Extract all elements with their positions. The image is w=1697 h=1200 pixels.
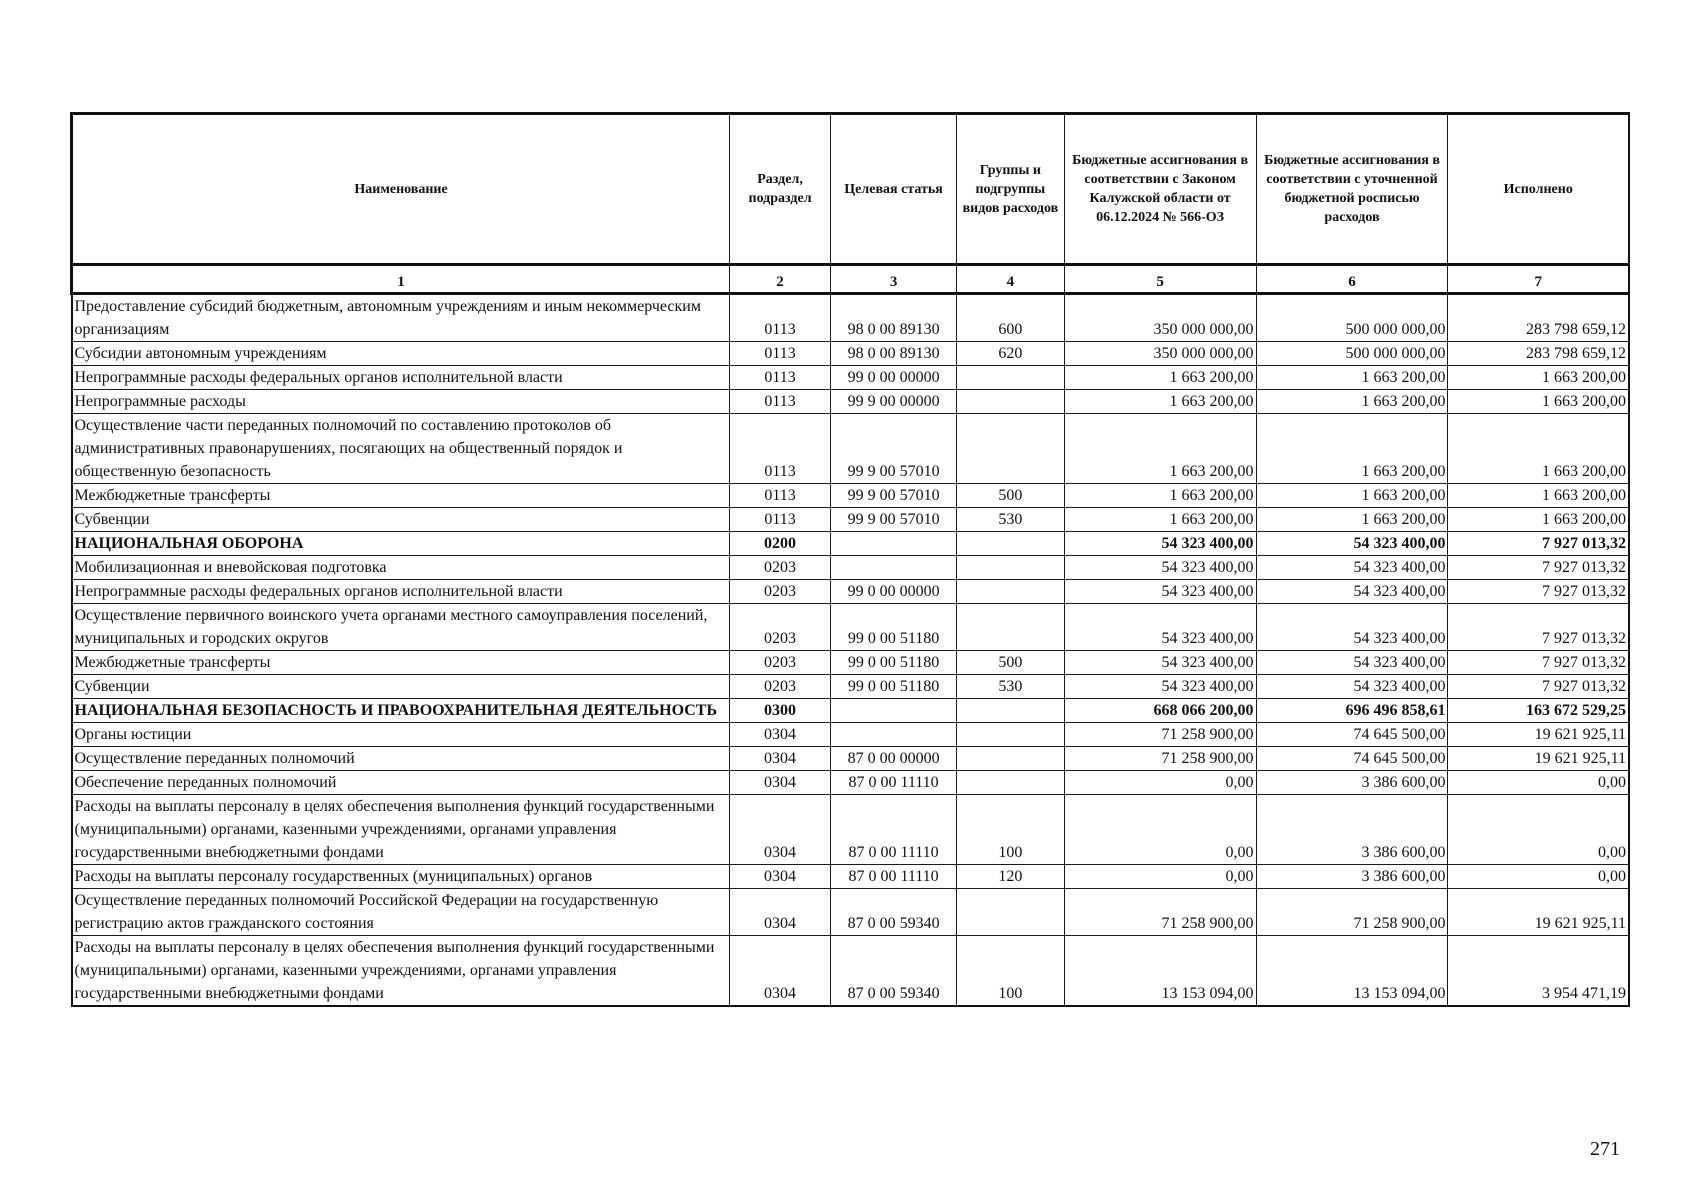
- row-law-allocation: 54 323 400,00: [1064, 532, 1256, 556]
- table-row: [72, 889, 1630, 936]
- row-target-article: 99 0 00 00000: [831, 366, 957, 390]
- table-row: [72, 699, 1630, 723]
- row-name: Мобилизационная и вневойсковая подготовка: [72, 556, 730, 580]
- row-law-allocation: 0,00: [1064, 795, 1256, 865]
- row-target-article: 99 9 00 57010: [831, 508, 957, 532]
- row-target-article: 87 0 00 11110: [831, 865, 957, 889]
- row-law-allocation: 0,00: [1064, 771, 1256, 795]
- row-section: 0203: [730, 556, 831, 580]
- row-section: 0304: [730, 795, 831, 865]
- row-expense-group: [957, 414, 1064, 484]
- row-expense-group: [957, 747, 1064, 771]
- row-expense-group: [957, 390, 1064, 414]
- row-name: Органы юстиции: [72, 723, 730, 747]
- row-target-article: 98 0 00 89130: [831, 294, 957, 342]
- row-name: Расходы на выплаты персоналу государственных (муниципальных) органов: [72, 865, 730, 889]
- row-section: 0203: [730, 604, 831, 651]
- header-executed: Исполнено: [1448, 114, 1629, 265]
- row-expense-group: [957, 889, 1064, 936]
- row-executed: 7 927 013,32: [1448, 532, 1629, 556]
- row-expense-group: [957, 580, 1064, 604]
- table-row: [72, 771, 1630, 795]
- row-executed: 19 621 925,11: [1448, 889, 1629, 936]
- row-section: 0300: [730, 699, 831, 723]
- table-row: [72, 342, 1630, 366]
- row-expense-group: 120: [957, 865, 1064, 889]
- row-expense-group: [957, 366, 1064, 390]
- table-row: [72, 580, 1630, 604]
- row-law-allocation: 71 258 900,00: [1064, 747, 1256, 771]
- table-body: [72, 294, 1630, 1007]
- column-number-row: [72, 265, 1630, 294]
- row-executed: 1 663 200,00: [1448, 414, 1629, 484]
- row-target-article: 99 9 00 57010: [831, 414, 957, 484]
- row-executed: 7 927 013,32: [1448, 556, 1629, 580]
- row-name: Расходы на выплаты персоналу в целях обеспечения выполнения функций государственными (муниципальными) органами, казенными учреждениями, органами управления государственными внебюджетными фондами: [72, 936, 730, 1007]
- row-revised-allocation: 54 323 400,00: [1256, 604, 1448, 651]
- table-row: [72, 556, 1630, 580]
- row-law-allocation: 350 000 000,00: [1064, 294, 1256, 342]
- row-target-article: 98 0 00 89130: [831, 342, 957, 366]
- row-executed: 1 663 200,00: [1448, 508, 1629, 532]
- table-row: [72, 651, 1630, 675]
- row-name: Расходы на выплаты персоналу в целях обеспечения выполнения функций государственными (муниципальными) органами, казенными учреждениями, органами управления государственными внебюджетными фондами: [72, 795, 730, 865]
- row-expense-group: [957, 723, 1064, 747]
- budget-table: [70, 112, 1630, 1007]
- row-target-article: [831, 699, 957, 723]
- row-revised-allocation: 74 645 500,00: [1256, 723, 1448, 747]
- row-executed: 3 954 471,19: [1448, 936, 1629, 1007]
- row-expense-group: [957, 699, 1064, 723]
- row-target-article: 87 0 00 11110: [831, 771, 957, 795]
- row-name: Предоставление субсидий бюджетным, автономным учреждениям и иным некоммерческим организациям: [72, 294, 730, 342]
- table-row: [72, 532, 1630, 556]
- row-revised-allocation: 500 000 000,00: [1256, 342, 1448, 366]
- row-law-allocation: 71 258 900,00: [1064, 723, 1256, 747]
- row-target-article: 99 0 00 00000: [831, 580, 957, 604]
- row-expense-group: 600: [957, 294, 1064, 342]
- row-executed: 0,00: [1448, 795, 1629, 865]
- page-number: 271: [1590, 1138, 1620, 1160]
- row-executed: 0,00: [1448, 865, 1629, 889]
- row-name: Непрограммные расходы федеральных органов исполнительной власти: [72, 366, 730, 390]
- row-expense-group: 620: [957, 342, 1064, 366]
- table-row: [72, 484, 1630, 508]
- row-expense-group: [957, 604, 1064, 651]
- row-revised-allocation: 54 323 400,00: [1256, 532, 1448, 556]
- row-section: 0203: [730, 675, 831, 699]
- table-row: [72, 795, 1630, 865]
- row-name: НАЦИОНАЛЬНАЯ ОБОРОНА: [72, 532, 730, 556]
- row-law-allocation: 1 663 200,00: [1064, 390, 1256, 414]
- column-number: 1: [72, 265, 730, 294]
- row-revised-allocation: 13 153 094,00: [1256, 936, 1448, 1007]
- column-number: 2: [730, 265, 831, 294]
- row-revised-allocation: 54 323 400,00: [1256, 556, 1448, 580]
- row-executed: 1 663 200,00: [1448, 390, 1629, 414]
- table-row: [72, 936, 1630, 1007]
- row-section: 0304: [730, 771, 831, 795]
- table-row: [72, 604, 1630, 651]
- row-name: Субсидии автономным учреждениям: [72, 342, 730, 366]
- row-law-allocation: 54 323 400,00: [1064, 604, 1256, 651]
- row-section: 0203: [730, 580, 831, 604]
- table-row: [72, 723, 1630, 747]
- row-law-allocation: 13 153 094,00: [1064, 936, 1256, 1007]
- row-executed: 19 621 925,11: [1448, 723, 1629, 747]
- row-revised-allocation: 696 496 858,61: [1256, 699, 1448, 723]
- row-revised-allocation: 54 323 400,00: [1256, 580, 1448, 604]
- row-expense-group: 530: [957, 508, 1064, 532]
- row-revised-allocation: 1 663 200,00: [1256, 484, 1448, 508]
- row-target-article: 99 0 00 51180: [831, 651, 957, 675]
- row-section: 0304: [730, 936, 831, 1007]
- row-law-allocation: 0,00: [1064, 865, 1256, 889]
- row-executed: 1 663 200,00: [1448, 366, 1629, 390]
- row-target-article: 99 0 00 51180: [831, 604, 957, 651]
- row-expense-group: 100: [957, 936, 1064, 1007]
- row-target-article: 99 0 00 51180: [831, 675, 957, 699]
- row-section: 0113: [730, 414, 831, 484]
- row-law-allocation: 1 663 200,00: [1064, 366, 1256, 390]
- row-name: Субвенции: [72, 675, 730, 699]
- row-law-allocation: 54 323 400,00: [1064, 556, 1256, 580]
- column-number: 3: [831, 265, 957, 294]
- column-number: 7: [1448, 265, 1629, 294]
- row-revised-allocation: 1 663 200,00: [1256, 508, 1448, 532]
- row-revised-allocation: 74 645 500,00: [1256, 747, 1448, 771]
- row-expense-group: [957, 556, 1064, 580]
- row-target-article: [831, 723, 957, 747]
- row-target-article: 87 0 00 00000: [831, 747, 957, 771]
- row-law-allocation: 71 258 900,00: [1064, 889, 1256, 936]
- row-law-allocation: 350 000 000,00: [1064, 342, 1256, 366]
- row-revised-allocation: 54 323 400,00: [1256, 675, 1448, 699]
- header-section: Раздел, подраздел: [730, 114, 831, 265]
- row-section: 0304: [730, 865, 831, 889]
- row-law-allocation: 54 323 400,00: [1064, 580, 1256, 604]
- row-section: 0113: [730, 366, 831, 390]
- row-target-article: 87 0 00 11110: [831, 795, 957, 865]
- table-row: [72, 675, 1630, 699]
- row-target-article: [831, 532, 957, 556]
- row-name: НАЦИОНАЛЬНАЯ БЕЗОПАСНОСТЬ И ПРАВООХРАНИТЕЛЬНАЯ ДЕЯТЕЛЬНОСТЬ: [72, 699, 730, 723]
- row-law-allocation: 54 323 400,00: [1064, 675, 1256, 699]
- row-expense-group: 530: [957, 675, 1064, 699]
- row-law-allocation: 54 323 400,00: [1064, 651, 1256, 675]
- column-number: 4: [957, 265, 1064, 294]
- row-revised-allocation: 54 323 400,00: [1256, 651, 1448, 675]
- row-executed: 283 798 659,12: [1448, 342, 1629, 366]
- row-name: Межбюджетные трансферты: [72, 484, 730, 508]
- row-name: Субвенции: [72, 508, 730, 532]
- row-executed: 7 927 013,32: [1448, 604, 1629, 651]
- row-name: Непрограммные расходы федеральных органов исполнительной власти: [72, 580, 730, 604]
- row-expense-group: 500: [957, 651, 1064, 675]
- row-executed: 1 663 200,00: [1448, 484, 1629, 508]
- row-name: Межбюджетные трансферты: [72, 651, 730, 675]
- row-expense-group: [957, 771, 1064, 795]
- table-row: [72, 508, 1630, 532]
- row-section: 0113: [730, 508, 831, 532]
- table-row: [72, 865, 1630, 889]
- row-name: Осуществление переданных полномочий Российской Федерации на государственную регистрацию актов гражданского состояния: [72, 889, 730, 936]
- row-executed: 7 927 013,32: [1448, 580, 1629, 604]
- row-section: 0304: [730, 747, 831, 771]
- row-executed: 163 672 529,25: [1448, 699, 1629, 723]
- row-target-article: 87 0 00 59340: [831, 936, 957, 1007]
- row-revised-allocation: 3 386 600,00: [1256, 865, 1448, 889]
- row-target-article: 99 9 00 57010: [831, 484, 957, 508]
- row-revised-allocation: 500 000 000,00: [1256, 294, 1448, 342]
- row-expense-group: [957, 532, 1064, 556]
- row-section: 0304: [730, 889, 831, 936]
- table-row: [72, 294, 1630, 342]
- table-row: [72, 390, 1630, 414]
- row-section: 0113: [730, 294, 831, 342]
- row-name: Осуществление переданных полномочий: [72, 747, 730, 771]
- table-row: [72, 366, 1630, 390]
- header-expense-group: Группы и подгруппы видов расходов: [957, 114, 1064, 265]
- column-number: 6: [1256, 265, 1448, 294]
- row-name: Осуществление первичного воинского учета органами местного самоуправления поселений, муниципальных и городских округов: [72, 604, 730, 651]
- row-expense-group: 100: [957, 795, 1064, 865]
- row-section: 0113: [730, 390, 831, 414]
- row-revised-allocation: 1 663 200,00: [1256, 390, 1448, 414]
- row-target-article: 99 9 00 00000: [831, 390, 957, 414]
- row-revised-allocation: 1 663 200,00: [1256, 414, 1448, 484]
- header-row: [72, 114, 1630, 265]
- row-revised-allocation: 3 386 600,00: [1256, 771, 1448, 795]
- header-name: Наименование: [72, 114, 730, 265]
- row-name: Осуществление части переданных полномочий по составлению протоколов об административных правонарушениях, посягающих на общественный порядок и общественную безопасность: [72, 414, 730, 484]
- table-row: [72, 747, 1630, 771]
- row-revised-allocation: 3 386 600,00: [1256, 795, 1448, 865]
- row-name: Обеспечение переданных полномочий: [72, 771, 730, 795]
- column-number: 5: [1064, 265, 1256, 294]
- row-executed: 19 621 925,11: [1448, 747, 1629, 771]
- row-target-article: 87 0 00 59340: [831, 889, 957, 936]
- row-executed: 7 927 013,32: [1448, 675, 1629, 699]
- row-law-allocation: 668 066 200,00: [1064, 699, 1256, 723]
- row-section: 0113: [730, 484, 831, 508]
- row-section: 0203: [730, 651, 831, 675]
- row-section: 0200: [730, 532, 831, 556]
- row-executed: 283 798 659,12: [1448, 294, 1629, 342]
- row-target-article: [831, 556, 957, 580]
- row-law-allocation: 1 663 200,00: [1064, 484, 1256, 508]
- row-executed: 7 927 013,32: [1448, 651, 1629, 675]
- row-law-allocation: 1 663 200,00: [1064, 414, 1256, 484]
- header-revised-allocation: Бюджетные ассигнования в соответствии с уточненной бюджетной росписью расходов: [1256, 114, 1448, 265]
- row-expense-group: 500: [957, 484, 1064, 508]
- header-target-article: Целевая статья: [831, 114, 957, 265]
- row-name: Непрограммные расходы: [72, 390, 730, 414]
- row-law-allocation: 1 663 200,00: [1064, 508, 1256, 532]
- row-section: 0113: [730, 342, 831, 366]
- table-row: [72, 414, 1630, 484]
- row-revised-allocation: 71 258 900,00: [1256, 889, 1448, 936]
- header-law-allocation: Бюджетные ассигнования в соответствии с Законом Калужской области от 06.12.2024 № 566-ОЗ: [1064, 114, 1256, 265]
- row-section: 0304: [730, 723, 831, 747]
- row-executed: 0,00: [1448, 771, 1629, 795]
- row-revised-allocation: 1 663 200,00: [1256, 366, 1448, 390]
